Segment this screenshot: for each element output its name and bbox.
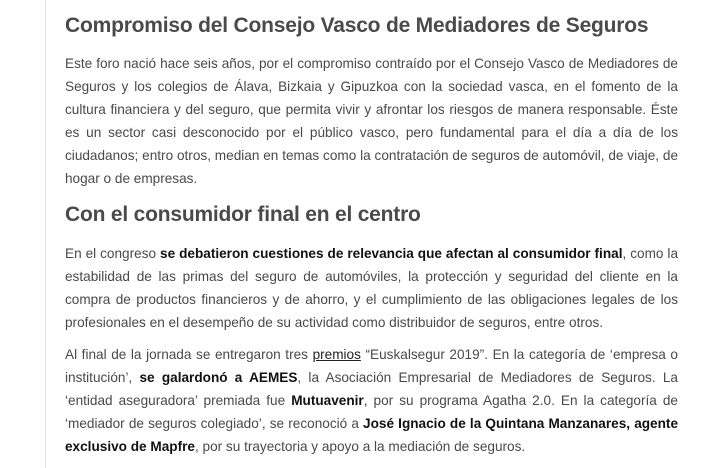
paragraph-congreso xyxy=(65,242,678,334)
premios-link[interactable]: premios xyxy=(312,347,361,362)
text-segment: , por su trayectoria y apoyo a la mediación de seguros. xyxy=(194,439,526,454)
paragraph-premios xyxy=(65,343,678,458)
left-divider xyxy=(45,0,46,468)
bold-mutuavenir: Mutuavenir xyxy=(291,393,364,408)
bold-quintana: José Ignacio de la Quintana Manzanares, agente exclusivo de Mapfre xyxy=(65,416,679,454)
text-segment: , por su programa Agatha 2.0. En la categoría de ‘mediador de seguros colegiado’, se reconoció a xyxy=(65,393,678,431)
bold-debate: se debatieron cuestiones de relevancia que afectan al consumidor final xyxy=(160,246,623,261)
text-segment: , como la estabilidad de las primas del seguro de automóviles, la protección y seguridad del cliente en la compra de productos financieros y de ahorro, y el cumplimiento de las obligaciones legales de los profesionales en el desempeño de su actividad como distribuidor de seguros, entre otros. xyxy=(65,246,678,330)
paragraph-foro: Este foro nació hace seis años, por el compromiso contraído por el Consejo Vasco de Mediadores de Seguros y los colegios de Álava, Bizkaia y Gipuzkoa con la sociedad vasca, en el fomento de la cultura financiera y del seguro, que permita vivir y afrontar los riesgos de manera responsable. Éste es un sector casi desconocido por el público vasco, pero fundamental para el día a día de los ciudadanos; entro otros, median en temas como la contratación de seguros de automóvil, de viaje, de hogar o de empresas. xyxy=(65,56,678,186)
section-heading-compromiso: Compromiso del Consejo Vasco de Mediadores de Seguros xyxy=(65,14,649,37)
text-segment: “Euskalsegur 2019”. En la categoría de ‘empresa o institución’, xyxy=(65,347,678,385)
text-segment: En el congreso xyxy=(65,246,161,261)
bold-aemes: se galardonó a AEMES xyxy=(139,370,298,385)
text-segment: , la Asociación Empresarial de Mediadores de Seguros. La ‘entidad aseguradora’ premiada fue xyxy=(65,370,678,408)
text-segment: Al final de la jornada se entregaron tres xyxy=(65,347,313,362)
section-heading-consumidor: Con el consumidor final en el centro xyxy=(65,203,421,226)
